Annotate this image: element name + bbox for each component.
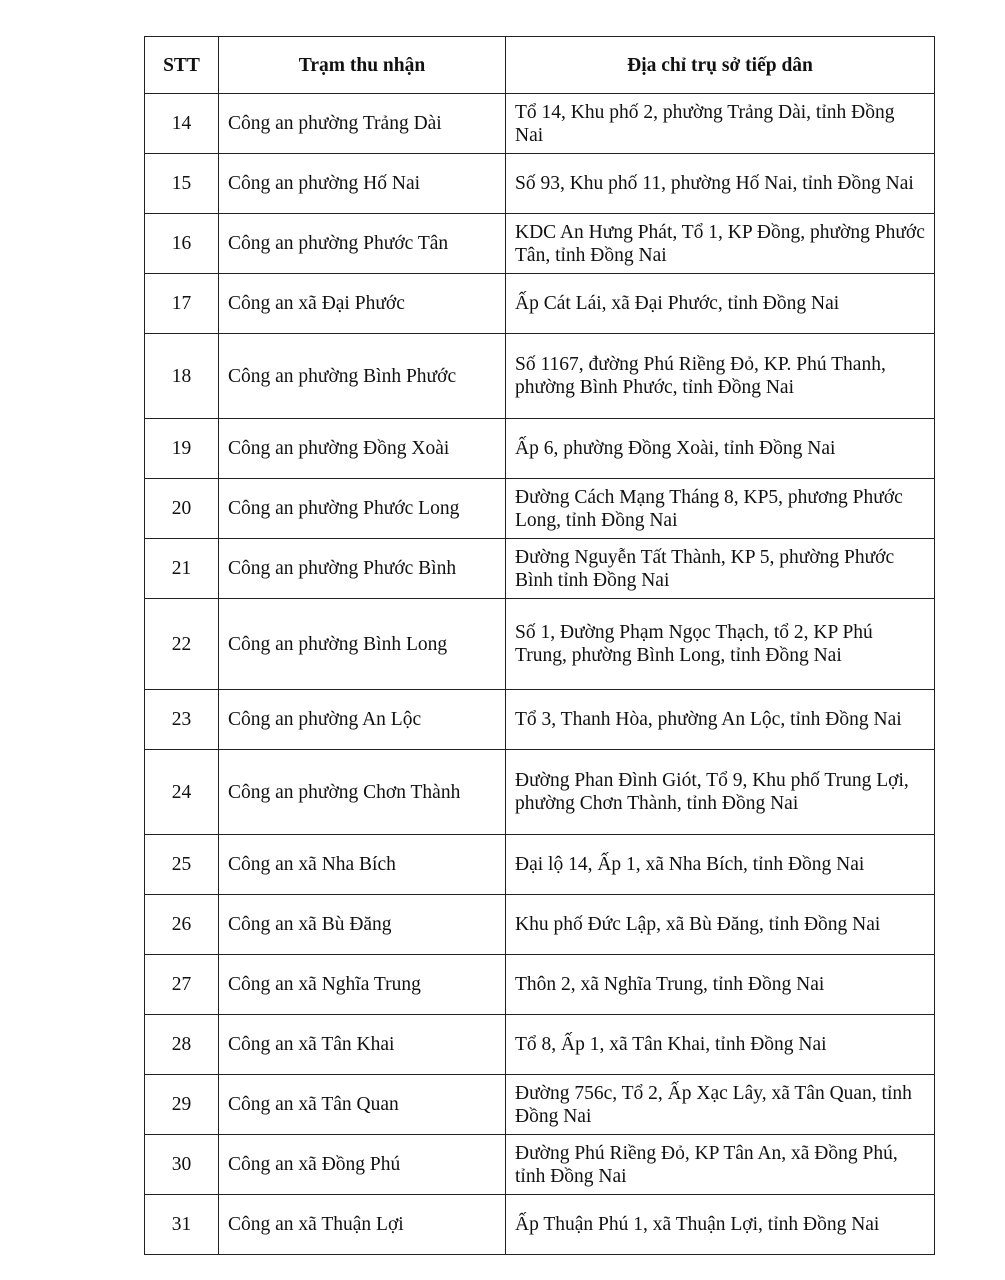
row-address: Tổ 8, Ấp 1, xã Tân Khai, tỉnh Đồng Nai: [506, 1015, 935, 1075]
row-address: Số 1167, đường Phú Riềng Đỏ, KP. Phú Thanh, phường Bình Phước, tỉnh Đồng Nai: [506, 334, 935, 419]
table-row: [145, 154, 935, 214]
row-station: Công an phường Chơn Thành: [219, 750, 506, 835]
row-stt: 23: [145, 690, 219, 750]
table-row: [145, 1015, 935, 1075]
header-station: Trạm thu nhận: [219, 37, 506, 94]
row-stt: 30: [145, 1135, 219, 1195]
row-stt: 22: [145, 599, 219, 690]
table-row: [145, 1135, 935, 1195]
row-stt: 18: [145, 334, 219, 419]
table-row: [145, 690, 935, 750]
row-station: Công an xã Đồng Phú: [219, 1135, 506, 1195]
row-stt: 21: [145, 539, 219, 599]
row-address: Đường Cách Mạng Tháng 8, KP5, phương Phước Long, tỉnh Đồng Nai: [506, 479, 935, 539]
row-stt: 26: [145, 895, 219, 955]
row-station: Công an phường Phước Tân: [219, 214, 506, 274]
table-row: [145, 955, 935, 1015]
stations-table: [144, 36, 935, 1255]
row-address: Đường Phan Đình Giót, Tổ 9, Khu phố Trung Lợi, phường Chơn Thành, tỉnh Đồng Nai: [506, 750, 935, 835]
table-row: [145, 895, 935, 955]
table-row: [145, 750, 935, 835]
row-station: Công an phường Đồng Xoài: [219, 419, 506, 479]
table-row: [145, 419, 935, 479]
row-address: Số 1, Đường Phạm Ngọc Thạch, tổ 2, KP Phú Trung, phường Bình Long, tỉnh Đồng Nai: [506, 599, 935, 690]
header-stt: STT: [145, 37, 219, 94]
row-address: Ấp 6, phường Đồng Xoài, tỉnh Đồng Nai: [506, 419, 935, 479]
row-stt: 28: [145, 1015, 219, 1075]
row-stt: 24: [145, 750, 219, 835]
row-stt: 19: [145, 419, 219, 479]
row-station: Công an phường Phước Long: [219, 479, 506, 539]
row-stt: 25: [145, 835, 219, 895]
row-address: Thôn 2, xã Nghĩa Trung, tỉnh Đồng Nai: [506, 955, 935, 1015]
row-station: Công an xã Tân Khai: [219, 1015, 506, 1075]
table-row: [145, 599, 935, 690]
row-station: Công an phường Bình Long: [219, 599, 506, 690]
table-header-row: [145, 37, 935, 94]
row-station: Công an xã Nha Bích: [219, 835, 506, 895]
table-row: [145, 1195, 935, 1255]
row-stt: 17: [145, 274, 219, 334]
row-address: Ấp Thuận Phú 1, xã Thuận Lợi, tỉnh Đồng Nai: [506, 1195, 935, 1255]
table-row: [145, 94, 935, 154]
row-address: Đường 756c, Tổ 2, Ấp Xạc Lây, xã Tân Quan, tỉnh Đồng Nai: [506, 1075, 935, 1135]
row-address: Khu phố Đức Lập, xã Bù Đăng, tỉnh Đồng Nai: [506, 895, 935, 955]
row-address: KDC An Hưng Phát, Tổ 1, KP Đồng, phường Phước Tân, tỉnh Đồng Nai: [506, 214, 935, 274]
row-address: Tổ 14, Khu phố 2, phường Trảng Dài, tỉnh Đồng Nai: [506, 94, 935, 154]
table-row: [145, 274, 935, 334]
row-address: Tổ 3, Thanh Hòa, phường An Lộc, tỉnh Đồng Nai: [506, 690, 935, 750]
row-address: Đường Nguyễn Tất Thành, KP 5, phường Phước Bình tỉnh Đồng Nai: [506, 539, 935, 599]
row-stt: 15: [145, 154, 219, 214]
table-row: [145, 479, 935, 539]
row-stt: 14: [145, 94, 219, 154]
row-station: Công an xã Tân Quan: [219, 1075, 506, 1135]
row-address: Ấp Cát Lái, xã Đại Phước, tỉnh Đồng Nai: [506, 274, 935, 334]
row-station: Công an phường An Lộc: [219, 690, 506, 750]
row-station: Công an xã Đại Phước: [219, 274, 506, 334]
row-stt: 27: [145, 955, 219, 1015]
table-row: [145, 835, 935, 895]
row-stt: 31: [145, 1195, 219, 1255]
table-row: [145, 539, 935, 599]
row-stt: 29: [145, 1075, 219, 1135]
row-stt: 20: [145, 479, 219, 539]
row-station: Công an phường Phước Bình: [219, 539, 506, 599]
row-station: Công an phường Trảng Dài: [219, 94, 506, 154]
row-address: Số 93, Khu phố 11, phường Hố Nai, tỉnh Đồng Nai: [506, 154, 935, 214]
row-station: Công an xã Thuận Lợi: [219, 1195, 506, 1255]
row-address: Đại lộ 14, Ấp 1, xã Nha Bích, tỉnh Đồng Nai: [506, 835, 935, 895]
table-row: [145, 334, 935, 419]
row-station: Công an xã Nghĩa Trung: [219, 955, 506, 1015]
table-row: [145, 214, 935, 274]
table-row: [145, 1075, 935, 1135]
header-address: Địa chỉ trụ sở tiếp dân: [506, 37, 935, 94]
row-station: Công an phường Bình Phước: [219, 334, 506, 419]
row-address: Đường Phú Riềng Đỏ, KP Tân An, xã Đồng Phú, tỉnh Đồng Nai: [506, 1135, 935, 1195]
row-station: Công an phường Hố Nai: [219, 154, 506, 214]
row-station: Công an xã Bù Đăng: [219, 895, 506, 955]
row-stt: 16: [145, 214, 219, 274]
